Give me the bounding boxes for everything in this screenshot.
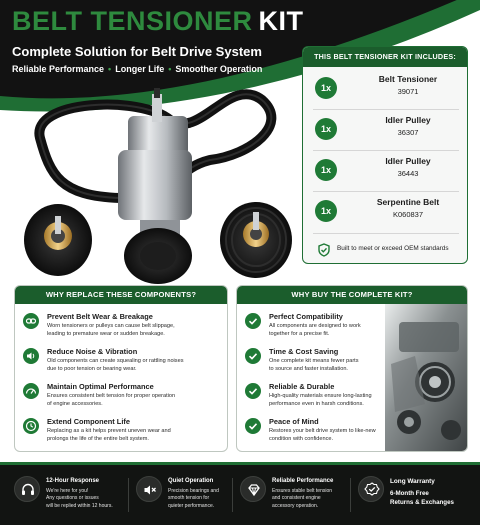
why-replace-panel	[14, 285, 228, 452]
link-icon	[23, 313, 39, 329]
benefit-item	[15, 417, 225, 451]
gauge-icon	[23, 383, 39, 399]
feature-item	[358, 474, 468, 518]
headset-icon	[14, 476, 40, 502]
oem-note-text: Built to meet or exceed OEM standards	[337, 245, 449, 252]
page-title	[12, 6, 304, 37]
footer-accent-bar	[0, 462, 480, 465]
reason-description: High-quality materials ensure long-lasting performance even in harsh conditions.	[269, 393, 372, 408]
kit-includes-panel	[302, 46, 468, 264]
reason-title: Perfect Compatibility	[269, 312, 343, 321]
check-icon	[245, 348, 261, 364]
divider	[313, 233, 459, 234]
feature-title: 12-Hour Response	[46, 478, 100, 484]
benefit-description: Old components can create squealing or rattling noises due to poor tension or bearing wear.	[47, 358, 184, 373]
kit-item-part-number: K060837	[392, 210, 424, 219]
benefit-title: Extend Component Life	[47, 417, 130, 426]
feature-item	[240, 474, 340, 518]
quantity-badge: 1x	[315, 200, 337, 222]
diamond-icon	[240, 476, 266, 502]
includes-heading: THIS BELT TENSIONER KIT INCLUDES:	[303, 47, 467, 67]
idler-pulley-left	[24, 204, 92, 276]
feature-item	[14, 474, 114, 518]
idler-pulley-right	[220, 202, 292, 278]
badge-check-icon	[358, 476, 384, 502]
belt-tensioner	[118, 88, 192, 284]
benefit-description: Ensures consistent belt tension for proper operation of engine accessories.	[47, 393, 176, 408]
mute-icon	[136, 476, 162, 502]
kit-item	[303, 192, 468, 232]
divider	[232, 478, 233, 512]
tagline-dot: •	[168, 64, 172, 74]
feature-title: Quiet Operation	[168, 478, 214, 484]
kit-item-part-number: 36443	[397, 169, 419, 178]
kit-item-part-number: 39071	[397, 87, 419, 96]
tagline-dot: •	[108, 64, 112, 74]
kit-item-part-number: 36307	[397, 128, 419, 137]
benefit-title: Reduce Noise & Vibration	[47, 347, 138, 356]
feature-title: Long Warranty	[390, 478, 435, 485]
check-icon	[245, 313, 261, 329]
benefit-title: Maintain Optimal Performance	[47, 382, 154, 391]
kit-item	[303, 151, 468, 191]
clock-icon	[23, 418, 39, 434]
why-buy-panel	[236, 285, 468, 452]
reason-title: Peace of Mind	[269, 417, 319, 426]
feature-item	[136, 474, 236, 518]
divider	[350, 478, 351, 512]
tagline-item: Reliable Performance	[12, 64, 105, 74]
why-replace-heading: WHY REPLACE THESE COMPONENTS?	[15, 286, 227, 304]
benefit-item	[15, 347, 225, 381]
benefit-item	[15, 382, 225, 416]
shield-check-icon	[317, 243, 331, 257]
check-icon	[245, 418, 261, 434]
reason-item	[237, 382, 383, 416]
benefit-description: Worn tensioners or pulleys can cause belt slippage, leading to premature wear or sudden breakage.	[47, 323, 175, 338]
reason-title: Time & Cost Saving	[269, 347, 339, 356]
feature-description: Ensures stable belt tension and consistent engine accessory operation.	[272, 488, 333, 509]
reason-item	[237, 312, 383, 346]
kit-item	[303, 110, 468, 150]
kit-item	[303, 69, 468, 109]
divider	[128, 478, 129, 512]
quantity-badge: 1x	[315, 159, 337, 181]
feature-title: Reliable Performance	[272, 478, 334, 484]
check-icon	[245, 383, 261, 399]
feature-description: Precision bearings and smooth tension for quieter performance.	[168, 488, 219, 509]
feature-description: 6-Month Free Returns & Exchanges	[390, 490, 454, 506]
reason-item	[237, 417, 383, 451]
oem-note	[303, 237, 468, 263]
benefit-title: Prevent Belt Wear & Breakage	[47, 312, 153, 321]
reason-title: Reliable & Durable	[269, 382, 335, 391]
why-buy-heading: WHY BUY THE COMPLETE KIT?	[237, 286, 467, 304]
feature-description: We're here for you! Any questions or issues will be replied within 12 hours.	[46, 488, 113, 509]
reason-item	[237, 347, 383, 381]
engine-image	[385, 304, 468, 452]
title-main: BELT TENSIONER	[12, 6, 253, 36]
sound-icon	[23, 348, 39, 364]
benefit-item	[15, 312, 225, 346]
kit-item-name: Belt Tensioner	[378, 74, 438, 84]
title-kit: KIT	[258, 6, 304, 36]
kit-item-name: Serpentine Belt	[376, 197, 440, 207]
reason-description: All components are designed to work together for a precise fit.	[269, 323, 361, 338]
product-image	[0, 80, 300, 285]
tagline-item: Longer Life	[115, 64, 165, 74]
subtitle: Complete Solution for Belt Drive System	[12, 44, 262, 59]
reason-description: Restores your belt drive system to like-new condition with confidence.	[269, 428, 376, 443]
quantity-badge: 1x	[315, 118, 337, 140]
kit-item-name: Idler Pulley	[385, 156, 431, 166]
quantity-badge: 1x	[315, 77, 337, 99]
tagline	[12, 64, 262, 74]
reason-description: One complete kit means fewer parts to source and faster installation.	[269, 358, 359, 373]
tagline-item: Smoother Operation	[175, 64, 263, 74]
kit-item-name: Idler Pulley	[385, 115, 431, 125]
benefit-description: Replacing as a kit helps prevent uneven wear and prolongs the life of the entire belt system.	[47, 428, 171, 443]
footer-features	[0, 462, 480, 525]
